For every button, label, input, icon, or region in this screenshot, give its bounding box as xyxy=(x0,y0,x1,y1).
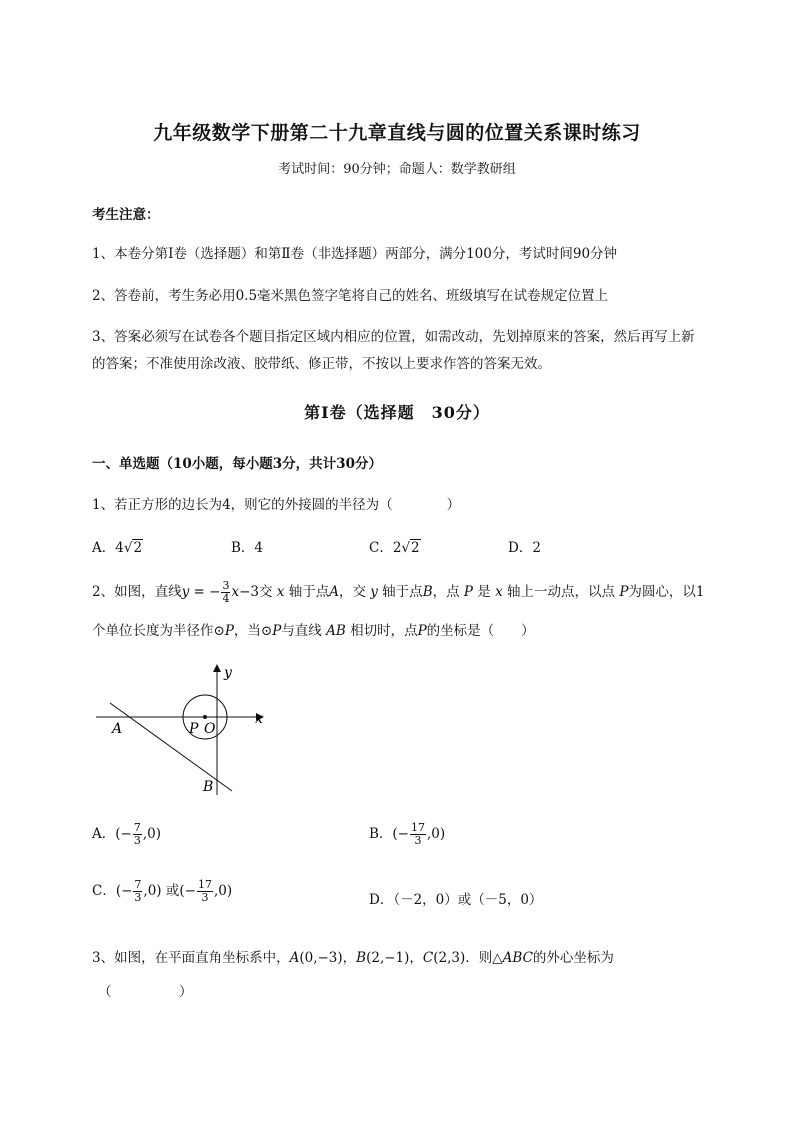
q2-b-label: B．(− xyxy=(369,826,409,842)
q2-c-den2: 3 xyxy=(201,891,209,904)
q2-c-den: 3 xyxy=(134,891,142,904)
q1-option-a-coef: 4 xyxy=(115,540,124,556)
q1-stem: 1、若正方形的边长为4，则它的外接圆的半径为（ ） xyxy=(92,497,461,513)
q2-eq-den: 4 xyxy=(222,592,230,605)
q2-b-fraction xyxy=(410,822,426,847)
q2-point-p5: P xyxy=(417,623,427,639)
q3-point-c: C xyxy=(422,950,434,966)
line-ab xyxy=(110,703,232,791)
center-dot xyxy=(203,715,207,719)
point-b-label: B xyxy=(203,779,214,795)
q3-stem-line2: （ ） xyxy=(98,984,193,1000)
q2-c-tail: ,0) xyxy=(213,883,233,899)
q2-figure xyxy=(88,655,278,800)
q1-option-a-radicand: 2 xyxy=(133,540,143,556)
q2-b-den: 3 xyxy=(414,834,422,847)
q2-b-num: 17 xyxy=(411,821,425,834)
q2-line2-d: 相切时，点 xyxy=(345,623,418,639)
q2-t6: 轴上一动点，以点 xyxy=(502,584,620,600)
q1-option-a-label: A． xyxy=(92,540,116,556)
q2-stem-line2 xyxy=(92,619,535,639)
q2-eq-equals: = − xyxy=(189,584,221,600)
q3-sep2: ， xyxy=(409,950,423,966)
q2-point-p1: P xyxy=(463,584,473,600)
q3-point-c-coord: (2,3) xyxy=(433,950,466,966)
q3-line1-a: 3、如图，在平面直角坐标系中， xyxy=(92,950,290,966)
q2-eq-fraction xyxy=(221,580,230,605)
q2-c-num2: 17 xyxy=(197,878,212,891)
q2-prefix: 2、如图，直线 xyxy=(92,584,182,600)
q3-line1-c: 的外心坐标为 xyxy=(532,950,614,966)
q2-stem-line1 xyxy=(92,578,705,606)
q2-line2-e: 的坐标是（ ） xyxy=(426,623,535,639)
q2-a-fraction xyxy=(133,822,142,847)
notice-item-3-line1: 3、答案必须写在试卷各个题目指定区域内相应的位置，如需改动，先划掉原来的答案，然后再写上新 xyxy=(92,329,695,345)
q2-a-den: 3 xyxy=(133,834,141,847)
q3-sep1: ， xyxy=(342,950,357,966)
q2-x1: x xyxy=(276,584,285,600)
y-axis-arrow-icon xyxy=(213,664,221,672)
q2-t5: 是 xyxy=(473,584,496,600)
q2-y1: y xyxy=(370,584,378,600)
q2-c-mid: ,0) 或(− xyxy=(143,883,196,899)
q3-point-b: B xyxy=(356,950,367,966)
q2-eq-y: y xyxy=(181,584,190,600)
q1-option-b: B．4 xyxy=(231,540,264,556)
q2-b-tail: ,0) xyxy=(427,826,446,842)
q1-option-c-coef: 2 xyxy=(392,540,402,556)
q2-eq-num: 3 xyxy=(222,579,230,592)
q1-option-c-sqrt: √2 xyxy=(401,540,420,556)
q2-t2: ，交 xyxy=(338,584,371,600)
q3-triangle-abc: ABC xyxy=(502,950,533,966)
q2-t4: ，点 xyxy=(432,584,464,600)
point-a-label: A xyxy=(112,721,123,737)
y-axis-label: y xyxy=(224,665,232,681)
part1-heading: 一、单选题（10小题，每小题3分，共计30分） xyxy=(92,456,382,472)
q1-option-c-label: C． xyxy=(369,540,393,556)
q3-stem-line1 xyxy=(92,946,614,966)
q3-point-a-coord: (0,−3) xyxy=(299,950,343,966)
q2-t1: 轴于点 xyxy=(284,584,330,600)
q2-option-b xyxy=(369,822,445,847)
q2-point-b: B xyxy=(422,584,433,600)
q2-line2-c: 与直线 xyxy=(281,623,327,639)
q2-c-fraction-1 xyxy=(133,879,142,904)
point-o-label: O xyxy=(204,721,216,737)
q2-c-num: 7 xyxy=(134,878,142,891)
q2-t7: 为圆心，以1 xyxy=(628,584,705,600)
q2-point-a: A xyxy=(329,584,339,600)
x-axis-label: x xyxy=(255,711,263,727)
q2-a-label: A．(− xyxy=(92,826,132,842)
notice-item-1: 1、本卷分第I卷（选择题）和第Ⅱ卷（非选择题）两部分，满分100分，考试时间90分钟 xyxy=(92,246,618,262)
q2-option-d: D．（－2，0）或（－5，0） xyxy=(369,892,543,908)
q1-option-a xyxy=(92,536,143,556)
notice-item-3-line2: 的答案；不准使用涂改液、胶带纸、修正带，不按以上要求作答的答案无效。 xyxy=(92,356,551,372)
q2-point-p2: P xyxy=(619,584,629,600)
q2-line2-b: ，当⊙ xyxy=(233,623,273,639)
exam-info: 考试时间：90分钟；命题人：数学教研组 xyxy=(278,162,516,177)
q1-option-a-sqrt: √2 xyxy=(123,540,143,556)
q2-c-label: C．(− xyxy=(92,883,133,899)
q2-c-fraction-2 xyxy=(197,879,213,904)
q1-option-d: D．2 xyxy=(508,540,541,556)
q2-option-c xyxy=(92,879,232,904)
notice-item-2: 2、答卷前，考生务必用0.5毫米黑色签字笔将自己的姓名、班级填写在试卷规定位置上 xyxy=(92,288,609,304)
q2-a-tail: ,0) xyxy=(142,826,161,842)
section-title: 第I卷（选择题 30分） xyxy=(304,403,490,422)
point-p-label: P xyxy=(189,721,199,737)
q2-line-ab: AB xyxy=(326,623,346,639)
q1-option-c-radicand: 2 xyxy=(411,540,420,556)
q2-option-a xyxy=(92,822,161,847)
q2-x2: x xyxy=(495,584,503,600)
q1-option-c xyxy=(369,536,421,556)
q3-point-a: A xyxy=(289,950,300,966)
q3-point-b-coord: (2,−1) xyxy=(366,950,410,966)
q2-a-num: 7 xyxy=(133,821,141,834)
q2-eq-x: x xyxy=(231,584,240,600)
q3-line1-b: ．则△ xyxy=(465,950,503,966)
q2-point-p3: P xyxy=(224,623,234,639)
notice-heading: 考生注意： xyxy=(92,207,160,223)
page-title: 九年级数学下册第二十九章直线与圆的位置关系课时练习 xyxy=(153,122,641,144)
q2-t3: 轴于点 xyxy=(377,584,423,600)
q2-point-p4: P xyxy=(272,623,282,639)
q2-line2-a: 个单位长度为半径作⊙ xyxy=(92,623,225,639)
q2-eq-tail: −3交 xyxy=(239,584,277,600)
